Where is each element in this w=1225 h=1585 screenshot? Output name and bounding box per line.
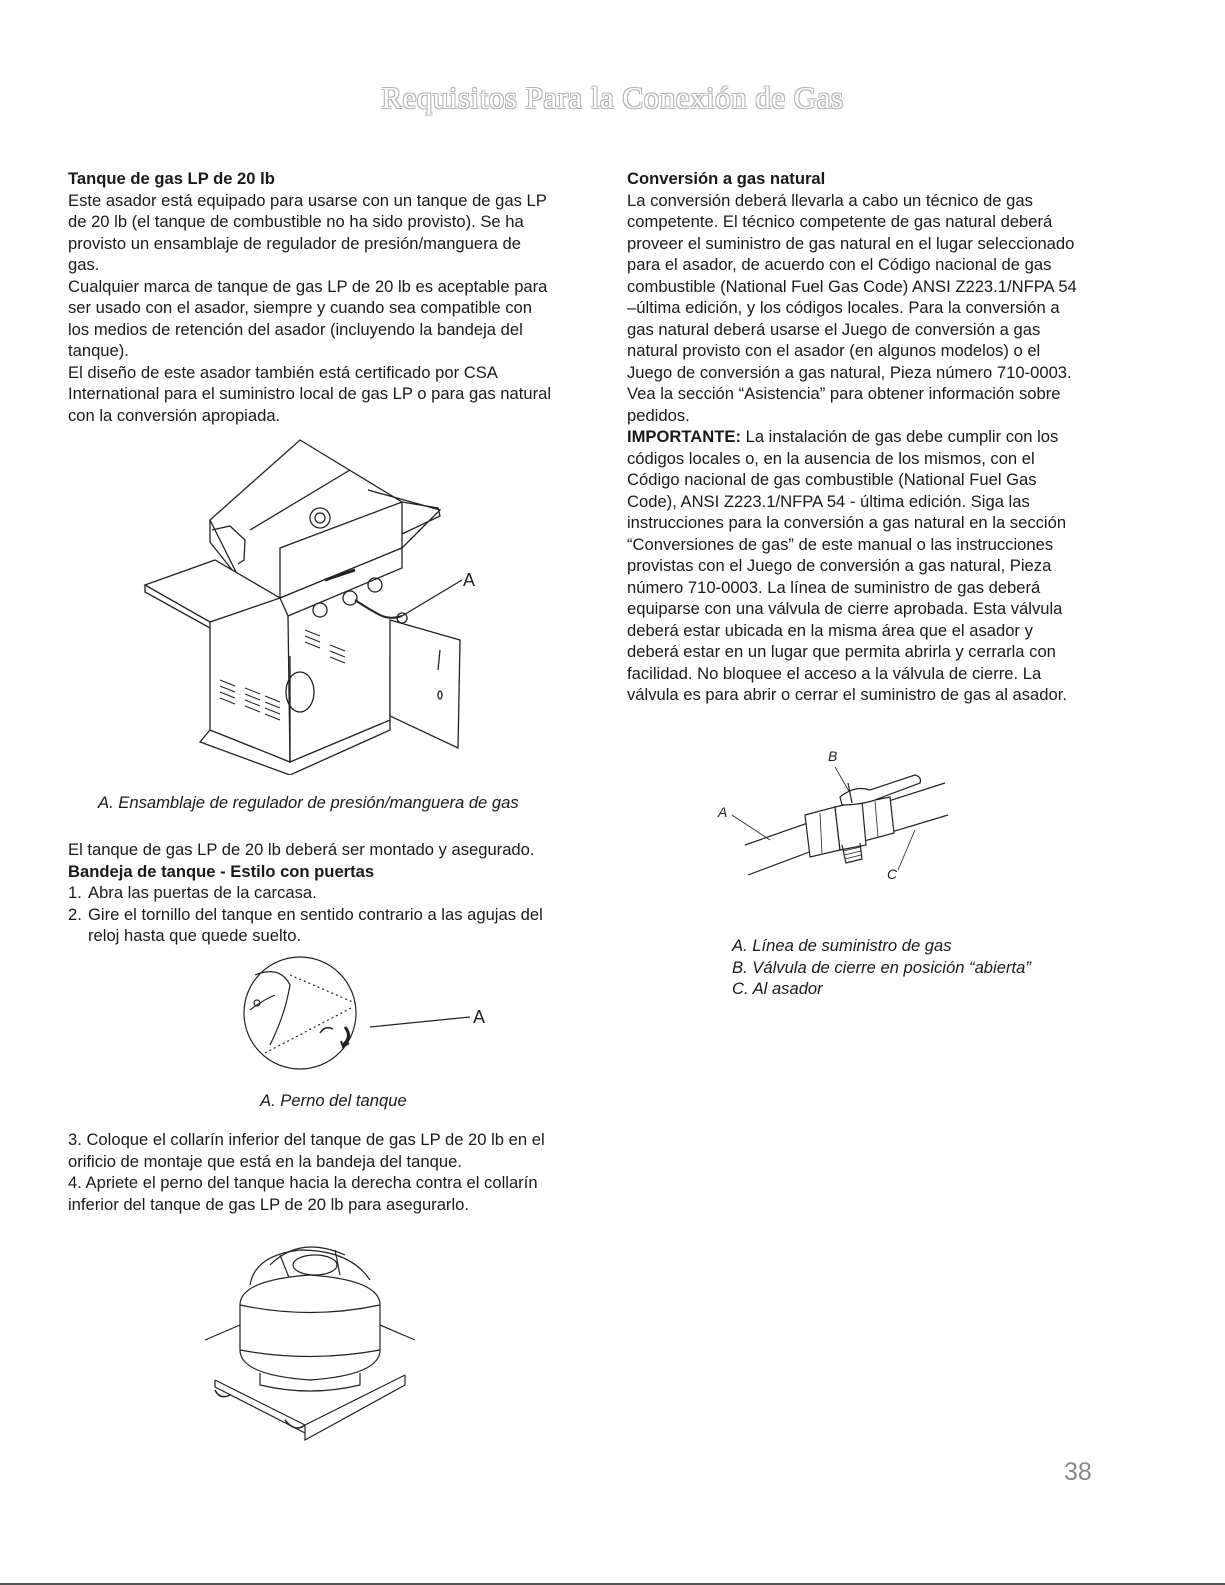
left-mounting-section — [68, 839, 608, 947]
important-line: facilidad. No bloquee el acceso a la válvula de cierre. La — [627, 663, 1042, 683]
important-line: deberá estar ubicada en la misma área que el asador y — [627, 620, 1033, 640]
valve-label-c: C — [887, 866, 898, 882]
important-line: “Conversiones de gas” de este manual o las instrucciones — [627, 534, 1054, 554]
conversion-line: Juego de conversión a gas natural, Pieza número 710-0003. — [627, 362, 1072, 382]
step-3-line: orificio de montaje que está en la bandeja del tanque. — [68, 1151, 462, 1171]
valve-caption-b: B. Válvula de cierre en posición “abierta” — [732, 957, 1031, 977]
important-line: instrucciones para la conversión a gas natural en la sección — [627, 513, 1067, 532]
step-4-line: 4. Apriete el perno del tanque hacia la derecha contra el collarín — [68, 1173, 538, 1192]
conversion-line: gas natural deberá usarse el Juego de conversión a gas — [627, 319, 1041, 339]
valve-caption-c: C. Al asador — [732, 979, 823, 998]
heading-natural-gas-conversion: Conversión a gas natural — [627, 169, 826, 188]
conversion-line: combustible (National Fuel Gas Code) ANSI Z223.1/NFPA 54 — [627, 276, 1077, 296]
step-3-line: 3. Coloque el collarín inferior del tanque de gas LP de 20 lb en el — [68, 1130, 545, 1149]
left-intro-section — [68, 168, 608, 426]
para4: El tanque de gas LP de 20 lb deberá ser montado y asegurado. — [68, 840, 535, 859]
conversion-line: natural provisto con el asador (en algunos modelos) o el — [627, 341, 1041, 360]
para1-line: Este asador está equipado para usarse con un tanque de gas LP — [68, 190, 547, 210]
para2-line: ser usado con el asador, siempre y cuando sea compatible con — [68, 298, 532, 317]
step-2 — [68, 904, 608, 926]
para1-line: gas. — [68, 255, 100, 274]
left-steps-3-4 — [68, 1129, 608, 1215]
para1-line: de 20 lb (el tanque de combustible no ha sido provisto). Se ha — [68, 212, 524, 231]
para1-line: provisto un ensamblaje de regulador de presión/manguera de — [68, 233, 521, 253]
heading-lp-tank: Tanque de gas LP de 20 lb — [68, 169, 275, 188]
step-1-number: 1. — [68, 883, 82, 902]
para3-line: El diseño de este asador también está certificado por CSA — [68, 362, 498, 382]
para2-line: los medios de retención del asador (incluyendo la bandeja del — [68, 319, 523, 339]
conversion-line: competente. El técnico competente de gas natural deberá — [627, 212, 1053, 231]
important-line: deberá estar en un lugar que permita abrirla y cerrarla con — [627, 642, 1056, 661]
important-first-text: La instalación de gas debe cumplir con los — [741, 427, 1059, 446]
important-label: IMPORTANTE: — [627, 427, 741, 446]
important-line: Código nacional de gas combustible (National Fuel Gas — [627, 470, 1037, 489]
valve-label-a: A — [718, 804, 728, 820]
conversion-line: pedidos. — [627, 405, 690, 425]
valve-label-b: B — [828, 748, 838, 764]
para2-line: Cualquier marca de tanque de gas LP de 20 lb es aceptable para — [68, 276, 548, 296]
para3-line: International para el suministro local de gas LP o para gas natural — [68, 384, 552, 403]
figure1-caption: A. Ensamblaje de regulador de presión/manguera de gas — [98, 793, 519, 812]
conversion-line: Vea la sección “Asistencia” para obtener información sobre — [627, 384, 1061, 403]
heading-tank-tray: Bandeja de tanque - Estilo con puertas — [68, 861, 375, 881]
page-number: 38 — [1064, 1458, 1092, 1486]
right-conversion-section — [627, 168, 1147, 706]
important-line: códigos locales o, en la ausencia de los mismos, con el — [627, 448, 1035, 468]
step-2-text: Gire el tornillo del tanque en sentido contrario a las agujas del — [88, 904, 543, 924]
figure1-label-a: A — [463, 570, 476, 590]
step-1-text: Abra las puertas de la carcasa. — [88, 883, 317, 902]
lp-tank-illustration — [200, 1225, 430, 1450]
tank-bolt-illustration — [235, 955, 495, 1075]
para3-line: con la conversión apropiada. — [68, 405, 281, 425]
important-line: válvula es para abrir o cerrar el suministro de gas al asador. — [627, 685, 1067, 704]
important-line: número 710-0003. La línea de suministro de gas deberá — [627, 577, 1041, 597]
valve-captions — [732, 935, 1031, 1000]
grill-illustration — [140, 430, 500, 775]
step-1 — [68, 882, 608, 904]
conversion-line: La conversión deberá llevarla a cabo un técnico de gas — [627, 190, 1033, 210]
para2-line: tanque). — [68, 341, 129, 360]
important-line: equiparse con una válvula de cierre aprobada. Esta válvula — [627, 599, 1063, 618]
important-line — [627, 426, 1147, 448]
page-title: Requisitos Para la Conexión de Gas — [381, 80, 844, 115]
important-line: provistas con el Juego de conversión a gas natural, Pieza — [627, 556, 1052, 575]
step-2-number: 2. — [68, 904, 82, 924]
figure2-label-a: A — [473, 1007, 486, 1027]
conversion-line: proveer el suministro de gas natural en el lugar seleccionado — [627, 233, 1075, 253]
valve-caption-a: A. Línea de suministro de gas — [732, 936, 952, 955]
conversion-line: para el asador, de acuerdo con el Código nacional de gas — [627, 255, 1052, 274]
important-line: Code), ANSI Z223.1/NFPA 54 - última edición. Siga las — [627, 491, 1030, 511]
conversion-line: –última edición, y los códigos locales. Para la conversión a — [627, 298, 1060, 317]
step-2-continued: reloj hasta que quede suelto. — [88, 926, 302, 945]
shutoff-valve-illustration — [710, 745, 960, 885]
figure2-caption: A. Perno del tanque — [260, 1091, 407, 1110]
step-4-line: inferior del tanque de gas LP de 20 lb para asegurarlo. — [68, 1194, 469, 1214]
